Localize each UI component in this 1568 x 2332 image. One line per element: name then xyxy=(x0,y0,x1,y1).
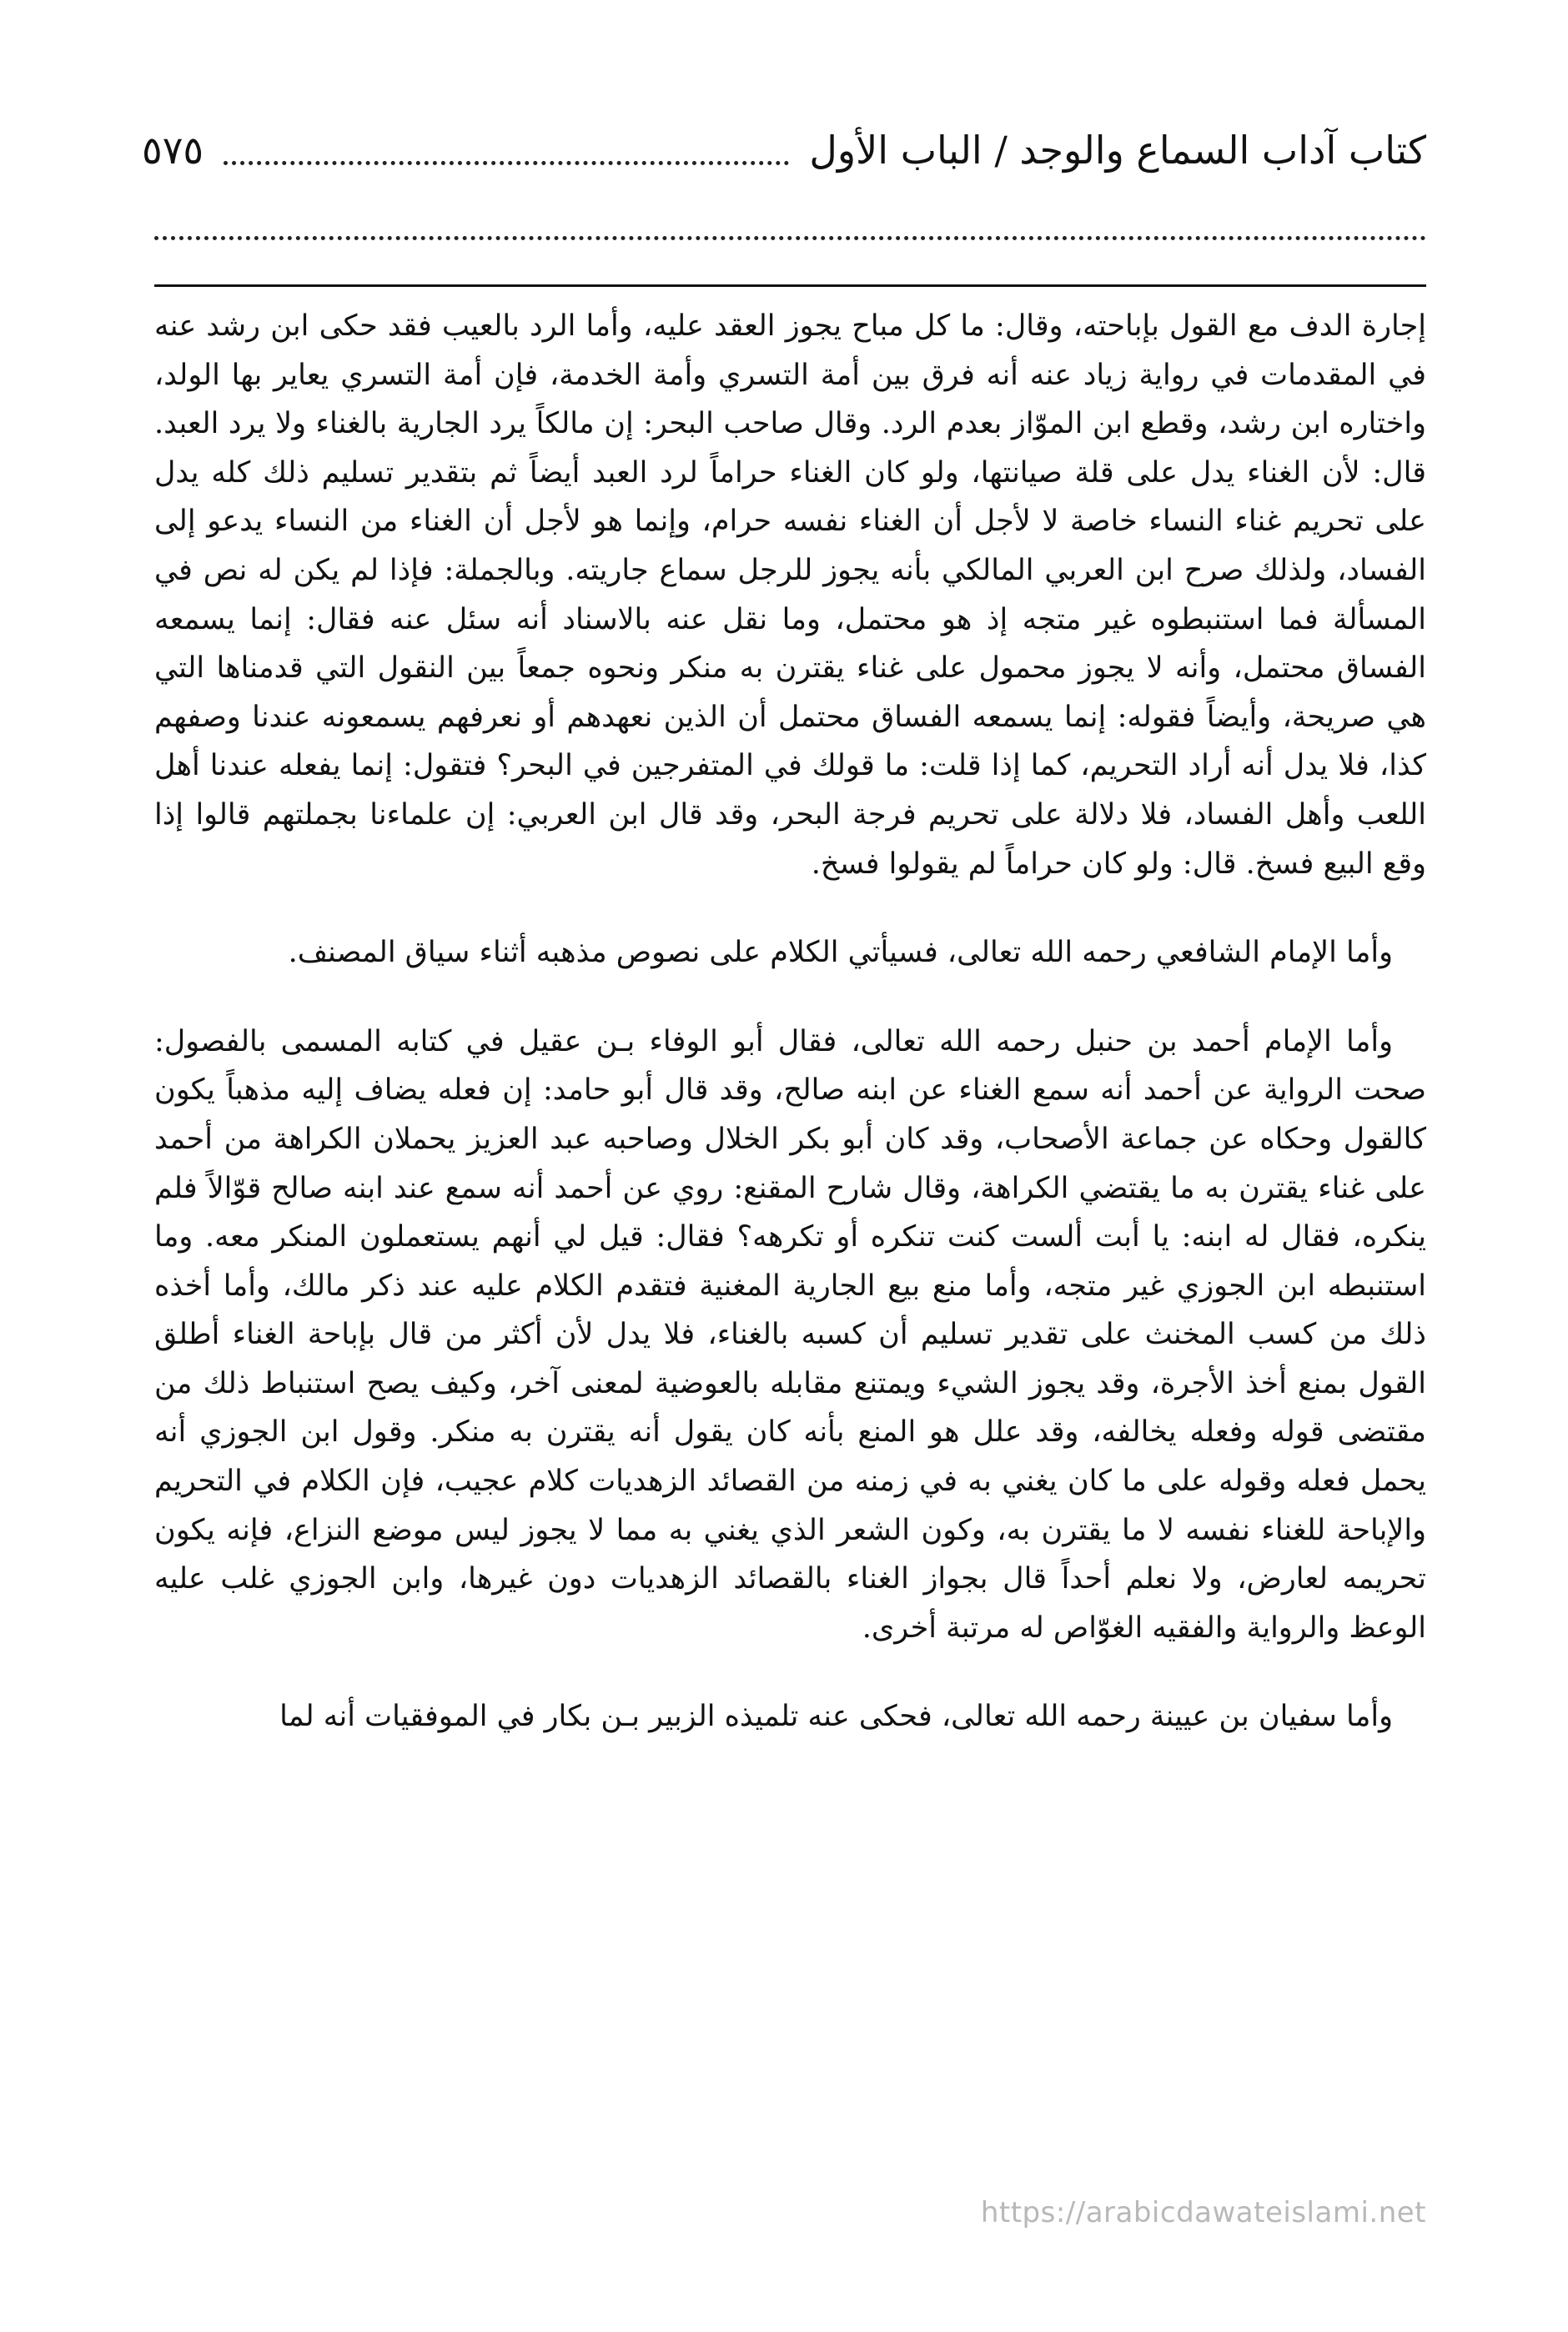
body-text xyxy=(154,302,1426,1741)
running-header xyxy=(142,117,1426,183)
paragraph: وأما سفيان بن عيينة رحمه الله تعالى، فحكى عنه تلميذه الزبير بـن بكار في الموفقيات أنه لما xyxy=(279,1700,1393,1734)
site-watermark: https://arabicdawateislami.net xyxy=(980,2196,1426,2229)
dotted-separator xyxy=(154,236,1426,240)
paragraph: وأما الإمام الشافعي رحمه الله تعالى، فسيأتي الكلام على نصوص مذهبه أثناء سياق المصنف. xyxy=(288,936,1393,970)
paragraph: إجارة الدف مع القول بإباحته، وقال: ما كل مباح يجوز العقد عليه، وأما الرد بالعيب فقد حكى ابن رشد عنه في المقدمات في رواية زياد عنه أنه فرق بين أمة التسري وأمة الخدمة، فإن أمة التسري يعاير بها الولد، واختاره ابن رشد، وقطع ابن الموّاز بعدم الرد. وقال صاحب البحر: إن مالكاً يرد الجارية بالغناء ولا يرد العبد. قال: لأن الغناء يدل على قلة صيانتها، ولو كان الغناء حراماً لرد العبد أيضاً ثم بتقدير تسليم ذلك كله يدل على تحريم غناء النساء خاصة لا لأجل أن الغناء نفسه حرام، وإنما هو لأجل أن الغناء من النساء يدعو إلى الفساد، ولذلك صرح ابن العربي المالكي بأنه يجوز للرجل سماع جاريته. وبالجملة: فإذا لم يكن له نص في المسألة فما استنبطوه غير متجه إذ هو محتمل، وما نقل عنه بالاسناد أنه سئل عنه فقال: إنما يسمعه الفساق محتمل، وأنه لا يجوز محمول على غناء يقترن به منكر ونحوه جمعاً بين النقول التي قدمناها التي هي صريحة، وأيضاً فقوله: إنما يسمعه الفساق محتمل أن الذين نعهدهم أو نعرفهم يسمعونه عندنا وصفهم كذا، فلا يدل أنه أراد التحريم، كما إذا قلت: ما قولك في المتفرجين في البحر؟ فتقول: إنما يفعله عندنا أهل اللعب وأهل الفساد، فلا دلالة على تحريم فرجة البحر، وقد قال ابن العربي: إن علماءنا بجملتهم قالوا إذا وقع البيع فسخ. قال: ولو كان حراماً لم يقولوا فسخ. xyxy=(154,309,1426,881)
header-rule xyxy=(154,284,1426,287)
page-number: ٥٧٥ xyxy=(142,128,204,173)
paragraph: وأما الإمام أحمد بن حنبل رحمه الله تعالى، فقال أبو الوفاء بـن عقيل في كتابه المسمى بالفصول: صحت الرواية عن أحمد أنه سمع الغناء عن ابنه صالح، وقد قال أبو حامد: إن فعله يضاف إليه مذهباً يكون كالقول وحكاه عن جماعة الأصحاب، وقد كان أبو بكر الخلال وصاحبه عبد العزيز يحملان الكراهة من أحمد على غناء يقترن به ما يقتضي الكراهة، وقال شارح المقنع: روي عن أحمد أنه سمع عند ابنه صالح قوّالاً فلم ينكره، فقال له ابنه: يا أبت ألست كنت تنكره أو تكرهه؟ فقال: قيل لي أنهم يستعملون المنكر معه. وما استنبطه ابن الجوزي غير متجه، وأما منع بيع الجارية المغنية فتقدم الكلام عليه عند ذكر مالك، وأما أخذه ذلك من كسب المخنث على تقدير تسليم أن كسبه بالغناء، فلا يدل لأن أكثر من قال بإباحة الغناء أطلق القول بمنع أخذ الأجرة، وقد يجوز الشيء ويمتنع مقابله بالعوضية لمعنى آخر، وكيف يصح استنباط ذلك من مقتضى قوله وفعله يخالفه، وقد علل هو المنع بأنه كان يقول أنه يقترن به منكر. وقول ابن الجوزي أنه يحمل فعله وقوله على ما كان يغني به في زمنه من القصائد الزهديات كلام عجيب، فإن الكلام في التحريم والإباحة للغناء نفسه لا ما يقترن به، وكون الشعر الذي يغني به مما لا يجوز ليس موضع النزاع، فإنه يكون تحريمه لعارض، ولا نعلم أحداً قال بجواز الغناء بالقصائد الزهديات دون غيرها، وابن الجوزي غلب عليه الوعظ والرواية والفقيه الغوّاص له مرتبة أخرى. xyxy=(154,1024,1426,1645)
header-dot-leader xyxy=(224,136,789,165)
header-title: كتاب آداب السماع والوجد / الباب الأول xyxy=(809,128,1426,173)
